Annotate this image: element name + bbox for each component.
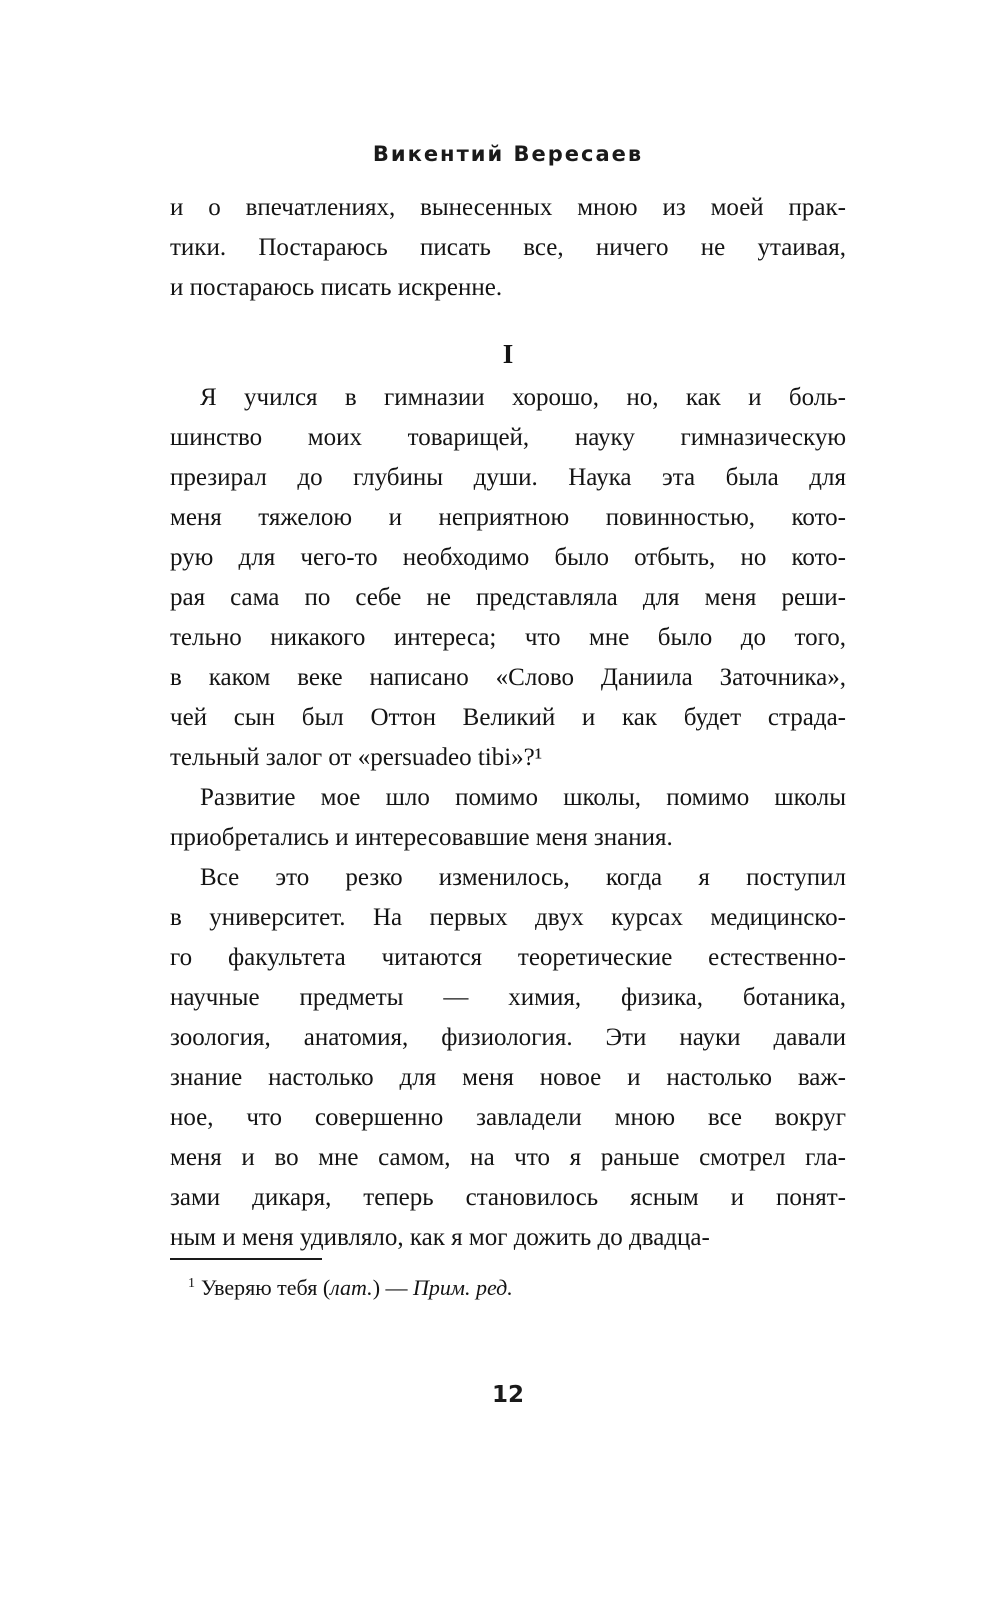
text-line: в каком веке написано «Слово Даниила Заточника», [170,664,846,691]
paragraph [170,858,846,1258]
section-heading: I [502,339,514,369]
text-line: приобретались и интересовавшие меня знания. [170,824,673,851]
footnote-marker: 1 [188,1275,195,1291]
text-line: в университет. На первых двух курсах медицинско- [170,904,846,931]
text-line: меня тяжелою и неприятною повинностью, кото- [170,504,846,531]
text-line: и постараюсь писать искренне. [170,274,503,301]
paragraph [170,188,846,308]
text-line: Я учился в гимназии хорошо, но, как и боль- [200,384,846,411]
paragraph [170,778,846,858]
footnote-rule [170,1258,322,1260]
paragraph [170,378,846,778]
text-line: и о впечатлениях, вынесенных мною из моей прак- [170,194,846,221]
footnote-text [170,1272,846,1304]
text-line: тельный залог от «persuadeo tibi»?¹ [170,744,543,771]
text-line: чей сын был Оттон Великий и как будет страда- [170,704,846,731]
text-line: го факультета читаются теоретические естественно- [170,944,846,971]
text-line: Развитие мое шло помимо школы, помимо школы [200,784,846,811]
text-line: зами дикаря, теперь становилось ясным и понят- [170,1184,846,1211]
text-line: зоология, анатомия, физиология. Эти науки давали [170,1024,846,1051]
text-line: тики. Постараюсь писать все, ничего не утаивая, [170,234,846,261]
text-line: ное, что совершенно завладели мною все вокруг [170,1104,846,1131]
text-line: тельно никакого интереса; что мне было до того, [170,624,846,651]
footnote [170,1258,846,1304]
text-line: ным и меня удивляло, как я мог дожить до двадца- [170,1224,710,1251]
text-line: меня и во мне самом, на что я раньше смотрел гла- [170,1144,846,1171]
text-line: шинство моих товарищей, науку гимназическую [170,424,846,451]
text-line: рая сама по себе не представляла для меня реши- [170,584,846,611]
page-number: 12 [491,1382,524,1408]
text-line: рую для чего-то необходимо было отбыть, но кото- [170,544,846,571]
text-line: научные предметы — химия, физика, ботаника, [170,984,846,1011]
text-line: знание настолько для меня новое и настолько важ- [170,1064,846,1091]
footnote-content: Уверяю тебя (лат.) — Прим. ред. [201,1275,513,1300]
text-line: Все это резко изменилось, когда я поступил [200,864,846,891]
text-line: презирал до глубины души. Наука эта была для [170,464,846,491]
text-block [170,188,846,1258]
running-head: Викентий Вересаев [372,142,644,166]
